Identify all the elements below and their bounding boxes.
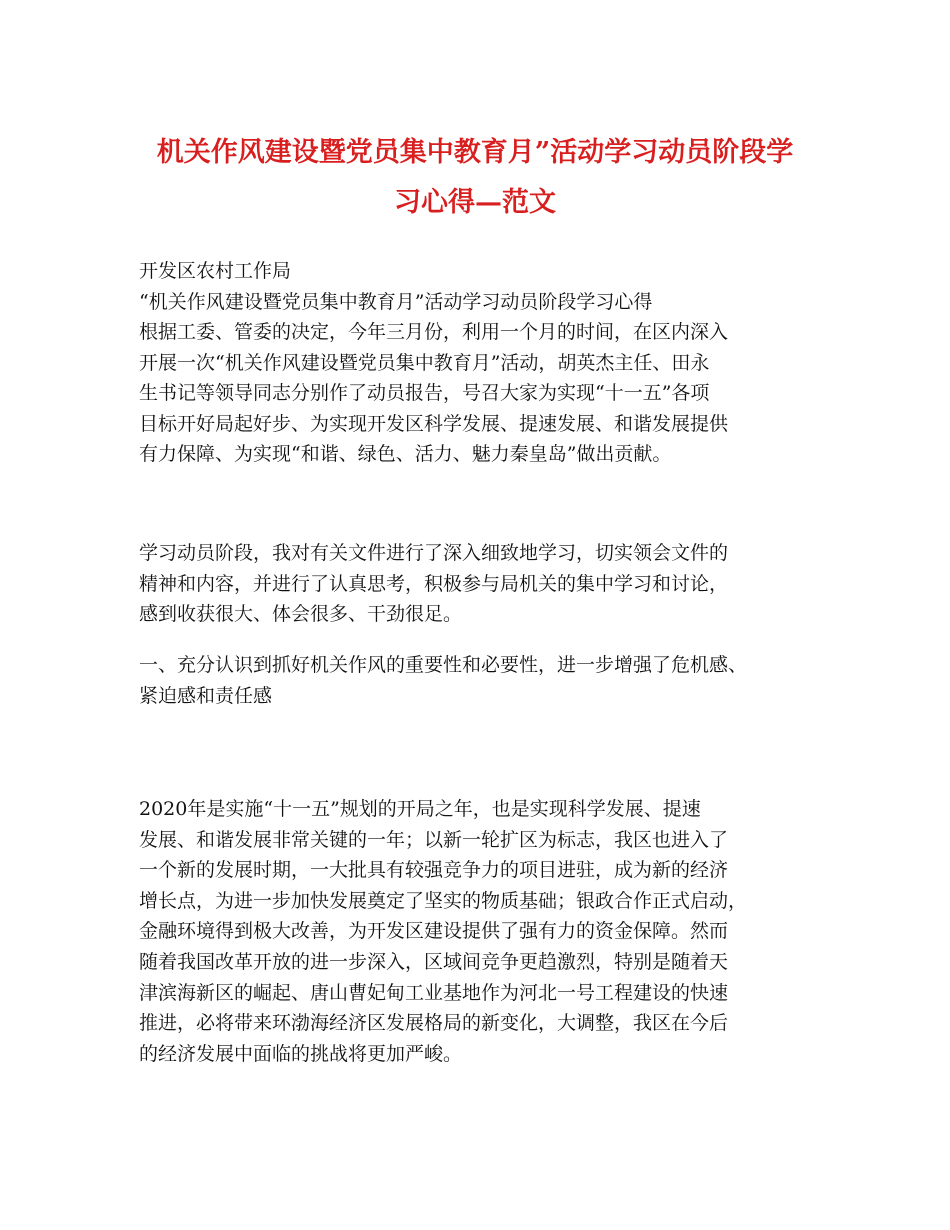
- paragraph-line: 一个新的发展时期，一大批具有较强竞争力的项目进驻，成为新的经济: [139, 859, 729, 882]
- paragraph-line: 2020年是实施“十一五”规划的开局之年，也是实现科学发展、提速: [139, 798, 701, 820]
- heading-line: 一、充分认识到抓好机关作风的重要性和必要性，进一步增强了危机感、: [139, 654, 748, 676]
- paragraph-line: 感到收获很大、体会很多、干劲很足。: [139, 603, 463, 626]
- document-header-block: [139, 256, 839, 317]
- paragraph-3: [139, 794, 839, 1069]
- paragraph-line: 推进，必将带来环渤海经济区发展格局的新变化，大调整，我区在今后: [139, 1012, 729, 1035]
- paragraph-line: 根据工委、管委的决定，今年三月份，利用一个月的时间，在区内深入: [139, 321, 729, 343]
- paragraph-line: 的经济发展中面临的挑战将更加严峻。: [139, 1042, 463, 1065]
- heading-line: 紧迫感和责任感: [139, 684, 273, 707]
- paragraph-line: 金融环境得到极大改善，为开发区建设提供了强有力的资金保障。然而: [139, 920, 729, 943]
- paragraph-line: 精神和内容，并进行了认真思考，积极参与局机关的集中学习和讨论，: [139, 572, 729, 595]
- paragraph-line: 有力保障、为实现“和谐、绿色、活力、魅力秦皇岛”做出贡献。: [139, 443, 672, 466]
- document-subtitle: “机关作风建设暨党员集中教育月”活动学习动员阶段学习心得: [139, 290, 653, 313]
- title-line-2: 习心得—范文: [394, 187, 556, 218]
- paragraph-line: 随着我国改革开放的进一步深入，区域间竞争更趋激烈，特别是随着天: [139, 950, 729, 973]
- section-heading-1: [139, 650, 839, 711]
- paragraph-line: 学习动员阶段，我对有关文件进行了深入细致地学习，切实领会文件的: [139, 542, 729, 564]
- title-line-1: 机关作风建设暨党员集中教育月”活动学习动员阶段学: [156, 137, 794, 168]
- document-title: [120, 128, 830, 228]
- paragraph-line: 发展、和谐发展非常关键的一年；以新一轮扩区为标志，我区也进入了: [139, 828, 729, 851]
- paragraph-2: [139, 538, 839, 630]
- paragraph-1: [139, 317, 839, 470]
- paragraph-line: 生书记等领导同志分别作了动员报告，号召大家为实现“十一五”各项: [139, 382, 710, 405]
- department-name: 开发区农村工作局: [139, 260, 292, 282]
- paragraph-line: 增长点，为进一步加快发展奠定了坚实的物质基础；银政合作正式启动，: [139, 889, 748, 912]
- paragraph-line: 津滨海新区的崛起、唐山曹妃甸工业基地作为河北一号工程建设的快速: [139, 981, 729, 1004]
- paragraph-line: 开展一次“机关作风建设暨党员集中教育月”活动，胡英杰主任、田永: [139, 351, 710, 374]
- paragraph-line: 目标开好局起好步、为实现开发区科学发展、提速发展、和谐发展提供: [139, 412, 729, 435]
